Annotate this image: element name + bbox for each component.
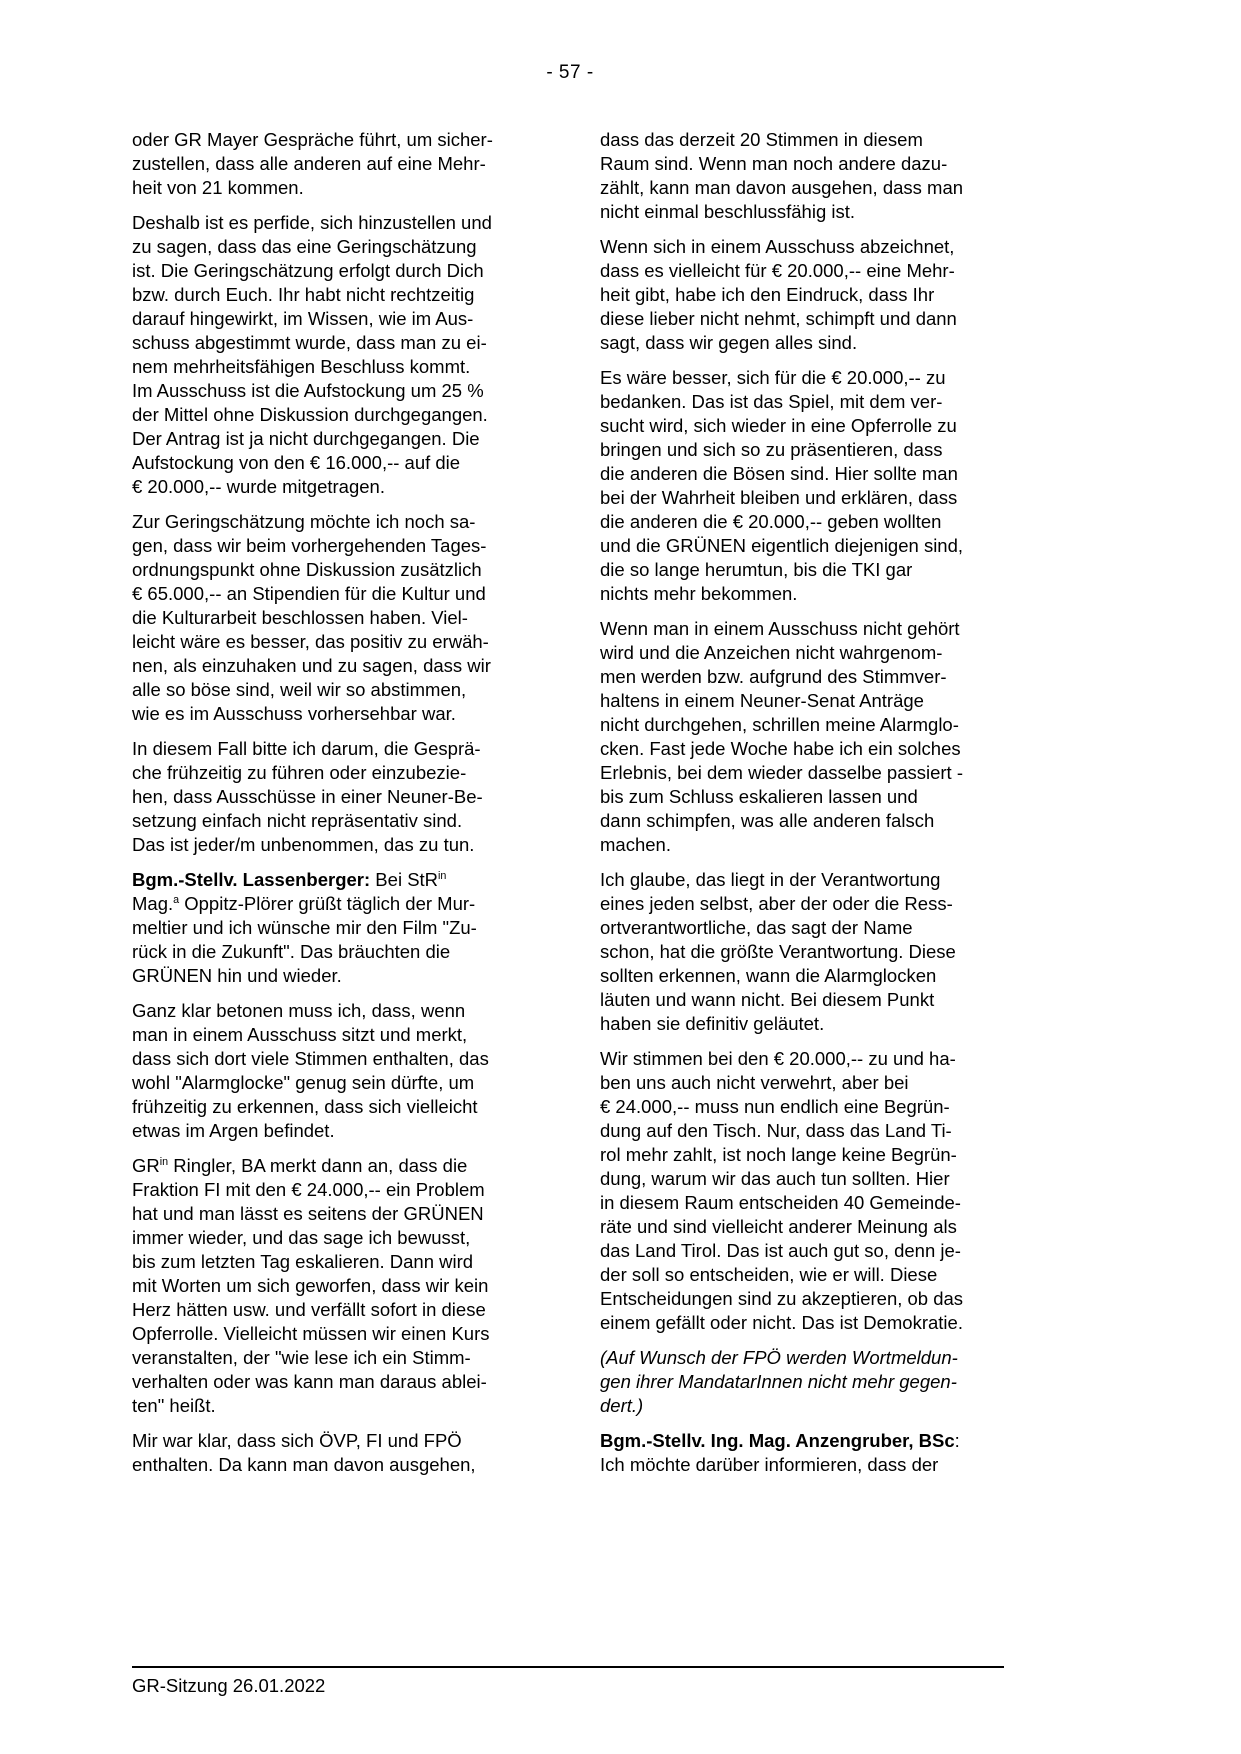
column-left — [132, 128, 580, 1488]
paragraph — [600, 1346, 1048, 1418]
text-segment: bei der Wahrheit bleiben und erklären, dass — [600, 487, 958, 508]
text-segment: Herz hätten usw. und verfällt sofort in diese — [132, 1299, 486, 1320]
text-segment: nichts mehr bekommen. — [600, 583, 798, 604]
page-footer — [132, 1666, 1004, 1697]
text-segment: dung, warum wir das auch tun sollten. Hier — [600, 1168, 950, 1189]
text-segment: Mir war klar, dass sich ÖVP, FI und FPÖ — [132, 1430, 462, 1451]
text-segment: gen ihrer MandatarInnen nicht mehr gegen- — [600, 1371, 957, 1392]
text-segment: setzung einfach nicht repräsentativ sind. — [132, 810, 463, 831]
paragraph — [600, 1429, 1048, 1477]
text-segment: einem gefällt oder nicht. Das ist Demokratie. — [600, 1312, 963, 1333]
text-segment: dass das derzeit 20 Stimmen in diesem — [600, 129, 923, 150]
text-segment: Wir stimmen bei den € 20.000,-- zu und ha- — [600, 1048, 956, 1069]
text-segment: dass sich dort viele Stimmen enthalten, das — [132, 1048, 489, 1069]
text-segment: läuten und wann nicht. Bei diesem Punkt — [600, 989, 935, 1010]
text-segment: € 65.000,-- an Stipendien für die Kultur und — [132, 583, 486, 604]
text-segment: Aufstockung von den € 16.000,-- auf die — [132, 452, 461, 473]
text-segment: gen, dass wir beim vorhergehenden Tages- — [132, 535, 487, 556]
text-segment: die anderen die € 20.000,-- geben wollten — [600, 511, 942, 532]
text-segment: man in einem Ausschuss sitzt und merkt, — [132, 1024, 468, 1045]
text-segment: Erlebnis, bei dem wieder dasselbe passiert - — [600, 762, 963, 783]
text-segment: wohl "Alarmglocke" genug sein dürfte, um — [132, 1072, 475, 1093]
paragraph — [132, 1154, 580, 1418]
text-segment: in — [438, 869, 447, 882]
text-segment: dann schimpfen, was alle anderen falsch — [600, 810, 935, 831]
text-segment: nem mehrheitsfähigen Beschluss kommt. — [132, 356, 471, 377]
text-segment: ordnungspunkt ohne Diskussion zusätzlich — [132, 559, 482, 580]
text-segment: machen. — [600, 834, 671, 855]
text-segment: Zur Geringschätzung möchte ich noch sa- — [132, 511, 476, 532]
text-segment: Fraktion FI mit den € 24.000,-- ein Problem — [132, 1179, 485, 1200]
paragraph — [132, 211, 580, 499]
text-segment: In diesem Fall bitte ich darum, die Gesprä- — [132, 738, 481, 759]
text-segment: verhalten oder was kann man daraus ablei- — [132, 1371, 487, 1392]
text-segment: ortverantwortliche, das sagt der Name — [600, 917, 913, 938]
text-segment: frühzeitig zu erkennen, dass sich vielleicht — [132, 1096, 478, 1117]
text-segment: schuss abgestimmt wurde, dass man zu ei- — [132, 332, 487, 353]
text-segment: sucht wird, sich wieder in eine Opferrolle zu — [600, 415, 957, 436]
text-segment: bis zum letzten Tag eskalieren. Dann wird — [132, 1251, 474, 1272]
text-segment: € 20.000,-- wurde mitgetragen. — [132, 476, 385, 497]
paragraph — [600, 235, 1048, 355]
paragraph — [600, 868, 1048, 1036]
text-segment: Mag. — [132, 893, 174, 914]
text-segment: sollten erkennen, wann die Alarmglocken — [600, 965, 937, 986]
text-segment: dass es vielleicht für € 20.000,-- eine Mehr- — [600, 260, 955, 281]
text-segment: wie es im Ausschuss vorhersehbar war. — [132, 703, 456, 724]
text-segment: alle so böse sind, weil wir so abstimmen, — [132, 679, 467, 700]
text-segment: in — [159, 1155, 169, 1168]
text-segment: die so lange herumtun, bis die TKI gar — [600, 559, 913, 580]
text-segment: Im Ausschuss ist die Aufstockung um 25 % — [132, 380, 484, 401]
text-segment: Das ist jeder/m unbenommen, das zu tun. — [132, 834, 475, 855]
text-segment: ten" heißt. — [132, 1395, 216, 1416]
text-segment: Der Antrag ist ja nicht durchgegangen. Die — [132, 428, 480, 449]
text-segment: zu sagen, dass das eine Geringschätzung — [132, 236, 477, 257]
text-segment: bringen und sich so zu präsentieren, dass — [600, 439, 943, 460]
text-segment: che frühzeitig zu führen oder einzubezie- — [132, 762, 467, 783]
text-segment: das Land Tirol. Das ist auch gut so, denn je- — [600, 1240, 961, 1261]
text-segment: rück in die Zukunft". Das bräuchten die — [132, 941, 451, 962]
column-right — [600, 128, 1048, 1488]
text-segment: in diesem Raum entscheiden 40 Gemeinde- — [600, 1192, 961, 1213]
paragraph — [132, 510, 580, 726]
page-number: - 57 - — [546, 62, 594, 83]
text-segment: Bei StR — [370, 869, 439, 890]
text-segment: Bgm.-Stellv. Ing. Mag. Anzengruber, BSc — [600, 1430, 955, 1451]
text-segment: leicht wäre es besser, das positiv zu erwäh- — [132, 631, 489, 652]
page-content — [132, 128, 1048, 1488]
footer-text: GR-Sitzung 26.01.2022 — [132, 1675, 326, 1696]
text-segment: Ich möchte darüber informieren, dass der — [600, 1454, 939, 1475]
text-segment: etwas im Argen befindet. — [132, 1120, 335, 1141]
text-segment: a — [173, 893, 180, 906]
text-segment: Deshalb ist es perfide, sich hinzustellen und — [132, 212, 492, 233]
text-segment: bzw. durch Euch. Ihr habt nicht rechtzeitig — [132, 284, 475, 305]
text-segment: ist. Die Geringschätzung erfolgt durch Dich — [132, 260, 484, 281]
paragraph — [600, 1047, 1048, 1335]
text-segment: men werden bzw. aufgrund des Stimmver- — [600, 666, 947, 687]
text-segment: oder GR Mayer Gespräche führt, um sicher- — [132, 129, 493, 150]
text-segment: veranstalten, der "wie lese ich ein Stimm- — [132, 1347, 471, 1368]
text-segment: nicht einmal beschlussfähig ist. — [600, 201, 856, 222]
text-segment: mit Worten um sich geworfen, dass wir kein — [132, 1275, 489, 1296]
text-segment: heit von 21 kommen. — [132, 177, 304, 198]
text-segment: enthalten. Da kann man davon ausgehen, — [132, 1454, 476, 1475]
text-segment: heit gibt, habe ich den Eindruck, dass Ihr — [600, 284, 935, 305]
text-segment: Entscheidungen sind zu akzeptieren, ob das — [600, 1288, 964, 1309]
paragraph — [132, 868, 580, 988]
text-segment: dert.) — [600, 1395, 644, 1416]
paragraph — [132, 1429, 580, 1477]
text-segment: wird und die Anzeichen nicht wahrgenom- — [600, 642, 943, 663]
text-segment: € 24.000,-- muss nun endlich eine Begrün- — [600, 1096, 950, 1117]
text-segment: die Kulturarbeit beschlossen haben. Viel- — [132, 607, 468, 628]
text-segment: Wenn man in einem Ausschuss nicht gehört — [600, 618, 960, 639]
text-segment: nicht durchgehen, schrillen meine Alarmglo- — [600, 714, 959, 735]
text-segment: und die GRÜNEN eigentlich diejenigen sind, — [600, 535, 964, 556]
text-segment: Opferrolle. Vielleicht müssen wir einen Kurs — [132, 1323, 490, 1344]
text-segment: Ich glaube, das liegt in der Verantwortung — [600, 869, 941, 890]
text-segment: die anderen die Bösen sind. Hier sollte man — [600, 463, 958, 484]
paragraph — [132, 737, 580, 857]
paragraph — [132, 128, 580, 200]
paragraph — [132, 999, 580, 1143]
text-segment: zustellen, dass alle anderen auf eine Mehr- — [132, 153, 486, 174]
text-segment: haltens in einem Neuner-Senat Anträge — [600, 690, 924, 711]
text-segment: der Mittel ohne Diskussion durchgegangen. — [132, 404, 488, 425]
paragraph — [600, 366, 1048, 606]
text-segment: cken. Fast jede Woche habe ich ein solches — [600, 738, 961, 759]
text-segment: (Auf Wunsch der FPÖ werden Wortmeldun- — [600, 1347, 958, 1368]
text-segment: meltier und ich wünsche mir den Film "Zu- — [132, 917, 477, 938]
text-segment: GR — [132, 1155, 160, 1176]
text-segment: dung auf den Tisch. Nur, dass das Land Ti- — [600, 1120, 952, 1141]
text-segment: hen, dass Ausschüsse in einer Neuner-Be- — [132, 786, 483, 807]
text-segment: eines jeden selbst, aber der oder die Ress- — [600, 893, 953, 914]
text-segment: hat und man lässt es seitens der GRÜNEN — [132, 1203, 484, 1224]
text-segment: Oppitz-Plörer grüßt täglich der Mur- — [179, 893, 476, 914]
text-segment: schon, hat die größte Verantwortung. Diese — [600, 941, 956, 962]
text-segment: : — [954, 1430, 960, 1451]
text-segment: haben sie definitiv geläutet. — [600, 1013, 825, 1034]
paragraph — [600, 617, 1048, 857]
text-segment: rol mehr zahlt, ist noch lange keine Begrün- — [600, 1144, 957, 1165]
text-segment: immer wieder, und das sage ich bewusst, — [132, 1227, 471, 1248]
text-segment: GRÜNEN hin und wieder. — [132, 965, 342, 986]
text-segment: räte und sind vielleicht anderer Meinung als — [600, 1216, 957, 1237]
text-segment: zählt, kann man davon ausgehen, dass man — [600, 177, 964, 198]
text-segment: Raum sind. Wenn man noch andere dazu- — [600, 153, 948, 174]
text-segment: Ringler, BA merkt dann an, dass die — [168, 1155, 468, 1176]
text-segment: ben uns auch nicht verwehrt, aber bei — [600, 1072, 909, 1093]
text-segment: nen, als einzuhaken und zu sagen, dass wir — [132, 655, 491, 676]
text-segment: der soll so entscheiden, wie er will. Diese — [600, 1264, 938, 1285]
text-segment: sagt, dass wir gegen alles sind. — [600, 332, 858, 353]
text-segment: bis zum Schluss eskalieren lassen und — [600, 786, 918, 807]
paragraph — [600, 128, 1048, 224]
text-segment: diese lieber nicht nehmt, schimpft und dann — [600, 308, 957, 329]
text-segment: Ganz klar betonen muss ich, dass, wenn — [132, 1000, 466, 1021]
text-segment: darauf hingewirkt, im Wissen, wie im Aus- — [132, 308, 474, 329]
text-segment: Es wäre besser, sich für die € 20.000,-- zu — [600, 367, 946, 388]
text-segment: bedanken. Das ist das Spiel, mit dem ver- — [600, 391, 943, 412]
text-segment: Bgm.-Stellv. Lassenberger: — [132, 869, 371, 890]
text-segment: Wenn sich in einem Ausschuss abzeichnet, — [600, 236, 955, 257]
